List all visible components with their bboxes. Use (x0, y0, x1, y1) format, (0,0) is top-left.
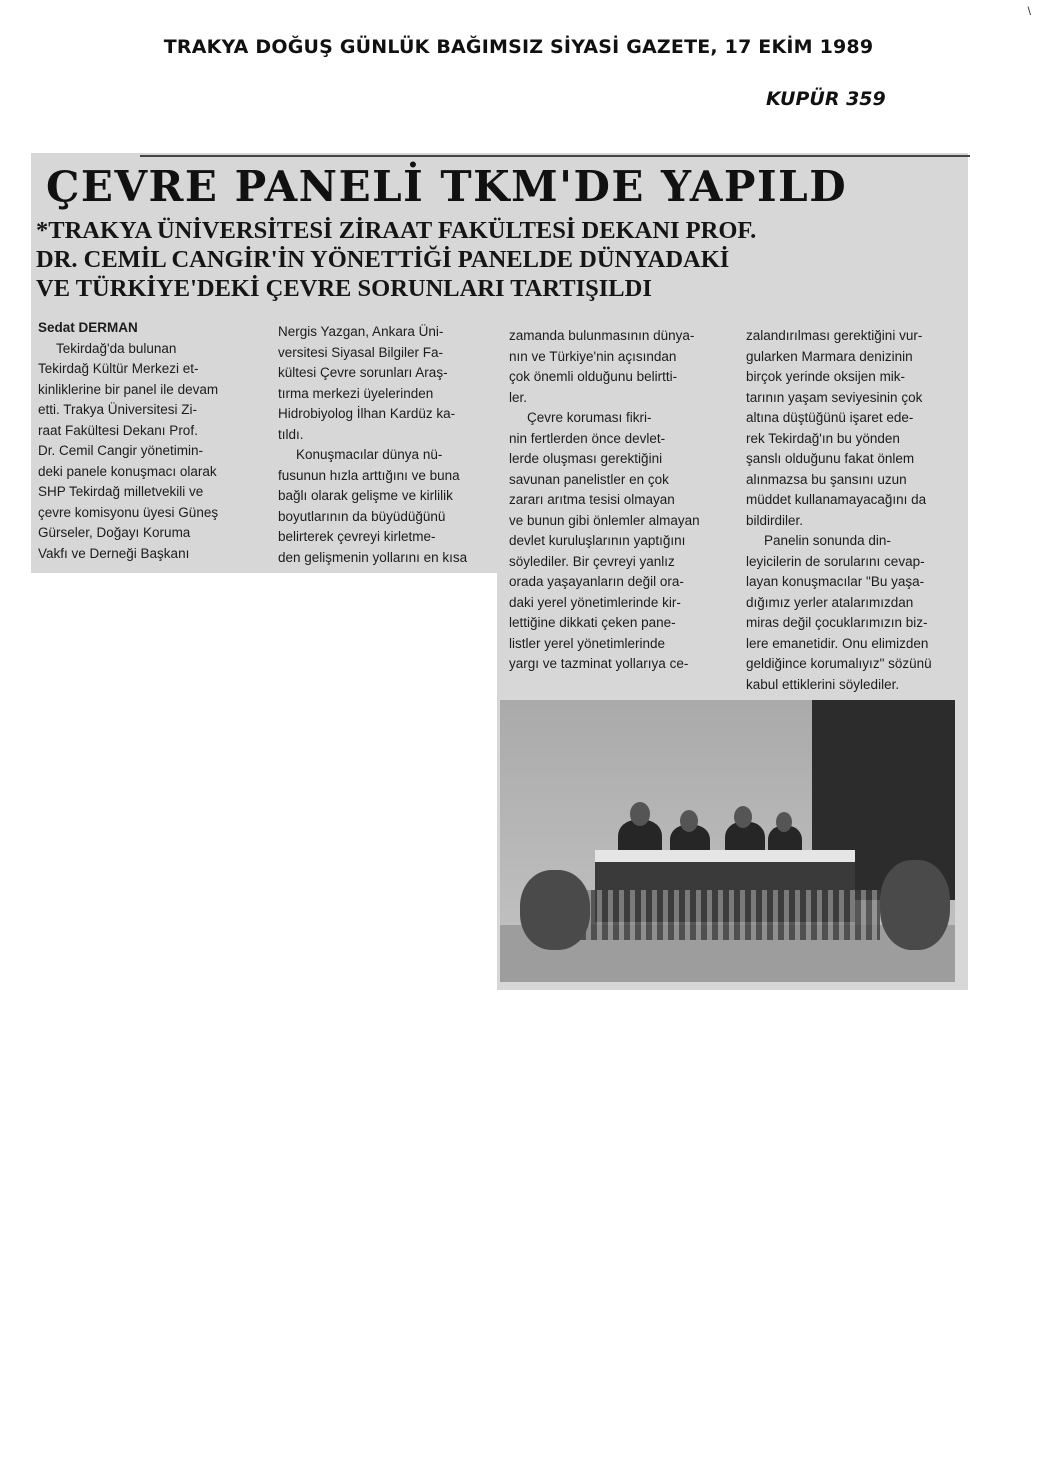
text-line: nin fertlerden önce devlet- (509, 430, 666, 446)
text-line: zamanda bulunmasının dünya- (509, 328, 695, 343)
article-column-1 (38, 318, 260, 564)
text-line: deki panele konuşmacı olarak (38, 463, 217, 479)
plant-right (880, 860, 950, 950)
article-column-4 (746, 326, 962, 695)
flower-arrangement (580, 890, 880, 940)
text-line: Tekirdağ Kültür Merkezi et- (38, 361, 199, 376)
text-line: leyicilerin de sorularını cevap- (746, 553, 925, 569)
text-line: Gürseler, Doğayı Koruma (38, 525, 191, 540)
text-line: lere emanetidir. Onu elimizden (746, 635, 929, 651)
text-line: etti. Trakya Üniversitesi Zi- (38, 402, 198, 417)
clipping-number: KUPÜR 359 (766, 88, 886, 110)
top-rule (140, 155, 970, 157)
panelist-head (630, 802, 650, 826)
text-line: tarının yaşam seviyesinin çok (746, 389, 923, 405)
text-line: daki yerel yönetimlerinde kir- (509, 594, 681, 610)
plant-left (520, 870, 590, 950)
text-line: müddet kullanamayacağını da (746, 492, 927, 507)
text-line: ler. (509, 389, 528, 405)
subhead-line: *TRAKYA ÜNİVERSİTESİ ZİRAAT FAKÜLTESİ DEKANI PROF. (36, 217, 757, 244)
text-line: şanslı olduğunu fakat önlem (746, 451, 915, 466)
text-line: dığımız yerler atalarımızdan (746, 594, 914, 610)
text-line: bildirdiler. (746, 512, 804, 528)
text-line: versitesi Siyasal Bilgiler Fa- (278, 344, 444, 360)
panel-table (595, 850, 855, 862)
article-column-3 (509, 326, 724, 675)
text-line: fusunun hızla arttığını ve buna (278, 467, 460, 483)
text-line: belirterek çevreyi kirletme- (278, 529, 436, 544)
text-line: listler yerel yönetimlerinde (509, 635, 666, 651)
text-line: den gelişmenin yollarını en kısa (278, 549, 468, 565)
text-line: orada yaşayanların değil ora- (509, 574, 684, 589)
text-line: Dr. Cemil Cangir yönetimin- (38, 443, 204, 458)
text-line: savunan panelistler en çok (509, 471, 669, 487)
text-line: rek Tekirdağ'ın bu yönden (746, 430, 900, 446)
text-line: Hidrobiyolog İlhan Kardüz ka- (278, 406, 456, 421)
text-line: Tekirdağ'da bulunan (56, 340, 177, 356)
text-line: altına düştüğünü işaret ede- (746, 410, 914, 425)
text-line: SHP Tekirdağ milletvekili ve (38, 484, 204, 499)
text-line: kabul ettiklerini söylediler. (746, 676, 900, 692)
text-line: raat Fakültesi Dekanı Prof. (38, 422, 198, 438)
text-line: layan konuşmacılar "Bu yaşa- (746, 574, 925, 589)
newspaper-header: TRAKYA DOĞUŞ GÜNLÜK BAĞIMSIZ SİYASİ GAZETE, 17 EKİM 1989 (163, 36, 874, 58)
text-line: boyutlarının da büyüdüğünü (278, 508, 446, 524)
article-headline: ÇEVRE PANELİ TKM'DE YAPILD (46, 162, 848, 211)
text-line: gularken Marmara denizinin (746, 348, 913, 364)
subhead-line: VE TÜRKİYE'DEKİ ÇEVRE SORUNLARI TARTIŞILDI (36, 275, 652, 302)
subhead-line: DR. CEMİL CANGİR'İN YÖNETTİĞİ PANELDE DÜNYADAKİ (36, 246, 730, 273)
article-subheadline (36, 216, 968, 303)
text-line: alınmazsa bu şansını uzun (746, 471, 907, 487)
text-line: tıldı. (278, 426, 304, 442)
text-line: söylediler. Bir çevreyi yanlız (509, 553, 675, 569)
text-line: zararı arıtma tesisi olmayan (509, 492, 675, 507)
text-line: yargı ve tazminat yollarıya ce- (509, 656, 689, 671)
text-line: Panelin sonunda din- (764, 533, 891, 548)
text-line: lettiğine dikkati çeken pane- (509, 615, 676, 630)
text-line: çevre komisyonu üyesi Güneş (38, 504, 219, 520)
text-line: zalandırılması gerektiğini vur- (746, 328, 923, 343)
byline: Sedat DERMAN (38, 320, 138, 335)
panelist-head (680, 810, 698, 832)
corner-scan-mark: \ (1027, 4, 1031, 18)
text-line: ve bunun gibi önlemler almayan (509, 512, 700, 528)
text-line: lerde oluşması gerektiğini (509, 451, 663, 466)
panelist-head (776, 812, 792, 832)
panelist-head (734, 806, 752, 828)
article-column-2 (278, 322, 492, 568)
text-line: birçok yerinde oksijen mik- (746, 369, 906, 384)
panel-photo (500, 700, 955, 982)
text-line: devlet kuruluşlarının yaptığını (509, 533, 686, 548)
text-line: çok önemli olduğunu belirtti- (509, 369, 678, 384)
text-line: kültesi Çevre sorunları Araş- (278, 365, 448, 380)
text-line: bağlı olarak gelişme ve kirlilik (278, 488, 453, 503)
text-line: kinliklerine bir panel ile devam (38, 381, 219, 397)
text-line: Çevre koruması fikri- (527, 410, 652, 425)
text-line: Nergis Yazgan, Ankara Üni- (278, 324, 444, 339)
text-line: geldiğince korumalıyız" sözünü (746, 656, 932, 671)
text-line: Vakfı ve Derneği Başkanı (38, 545, 190, 561)
text-line: nın ve Türkiye'nin açısından (509, 348, 677, 364)
text-line: Konuşmacılar dünya nü- (296, 447, 443, 462)
text-line: miras değil çocuklarımızın biz- (746, 615, 928, 630)
text-line: tırma merkezi üyelerinden (278, 385, 434, 401)
